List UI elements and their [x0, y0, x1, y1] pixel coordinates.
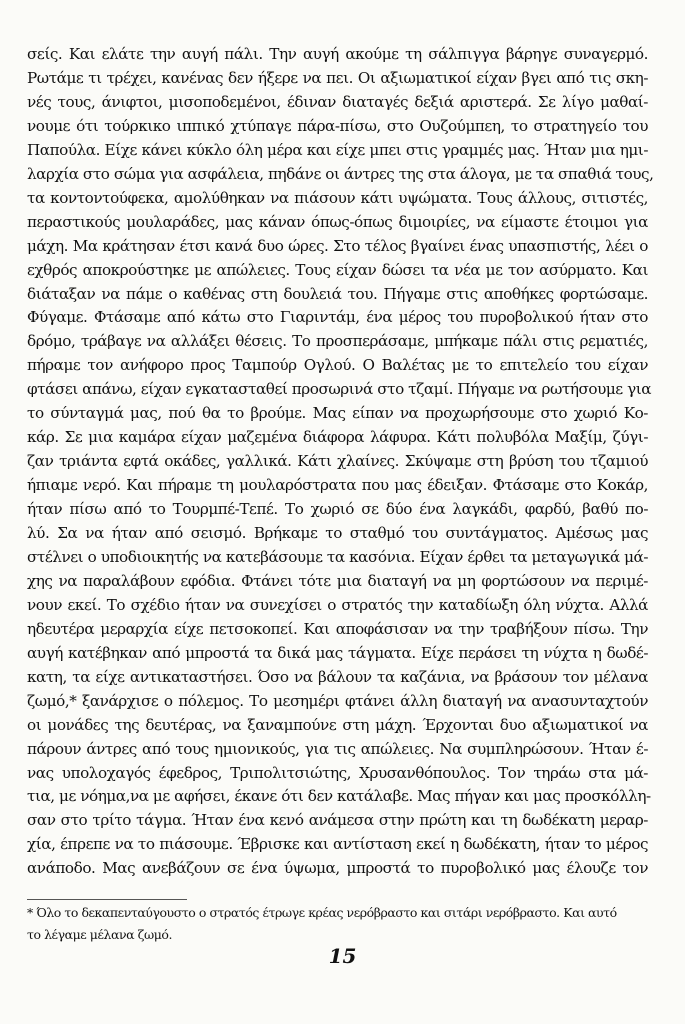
text-line: σαν στο τρίτο τάγμα. Ήταν ένα κενό ανάμεσα στην πρώτη και τη δωδέκατη μεραρ-	[27, 811, 648, 830]
text-line: αυγή κατέβηκαν από μπροστά τα δικά μας τάγματα. Είχε περάσει τη νύχτα η δωδέ-	[27, 643, 648, 662]
text-line: διάταξαν να πάμε ο καθένας στη δουλειά του. Πήγαμε στις αποθήκες φορτώσαμε.	[27, 284, 648, 303]
text-line: κάρ. Σε μια καμάρα είχαν μαζεμένα διάφορα λάφυρα. Κάτι πολυβόλα Μαξίμ, ζύγι-	[27, 428, 648, 447]
text-line: χία, έπρεπε να το πιάσουμε. Έβρισκε και αντίσταση εκεί η δωδέκατη, ήταν το μέρος	[27, 835, 648, 854]
text-line: το σύνταγμά μας, πού θα το βρούμε. Μας είπαν να προχωρήσουμε στο χωριό Κο-	[27, 404, 648, 423]
text-line: λαρχία στο σώμα για ασφάλεια, πηδάνε οι άντρες της στα άλογα, με τα σπαθιά τους,	[27, 164, 654, 183]
text-line: πήραμε τον ανήφορο προς Ταμπούρ Ογλού. Ο Βαλέτας με το επιτελείο του είχαν	[27, 356, 648, 375]
text-line: μάχη. Μα κράτησαν έτσι κανά δυο ώρες. Στο τέλος βγαίνει ένας υπασπιστής, λέει ο	[27, 236, 648, 255]
text-line: ζωμό,* ξανάρχισε ο πόλεμος. Το μεσημέρι φτάνει άλλη διαταγή να ανασυνταχτούν	[27, 691, 648, 710]
main-text	[27, 42, 654, 892]
footnote-line: το λέγαμε μέλανα ζωμό.	[27, 927, 172, 942]
text-line: χης να παραλάβουν εφόδια. Φτάνει τότε μια διαταγή να μη φορτώσουν να περιμέ-	[27, 571, 648, 590]
text-line: ζαν τριάντα εφτά οκάδες, γαλλικά. Κάτι χλαίνες. Σκύψαμε στη βρύση του τζαμιού	[27, 452, 648, 471]
text-line: τια, με νόημα,να με αφήσει, έκανε ότι δεν κατάλαβε. Μας πήγαν και μας προσκόλλη-	[27, 787, 651, 806]
text-line: οι μονάδες της δευτέρας, να ξαναμπούνε στη μάχη. Έρχονται δυο αξιωματικοί να	[27, 715, 648, 734]
page-number: 15	[328, 944, 357, 968]
text-line: φτάσει απάνω, είχαν εγκατασταθεί προσωρινά στο τζαμί. Πήγαμε να ρωτήσουμε για	[27, 380, 652, 399]
text-line: Ρωτάμε τι τρέχει, κανένας δεν ήξερε να πει. Οι αξιωματικοί είχαν βγει από τις σκη-	[27, 68, 648, 87]
text-line: στέλνει ο υποδιοικητής να κατεβάσουμε τα κασόνια. Είχαν έρθει τα μεταγωγικά μά-	[27, 547, 648, 566]
text-line: ηδευτέρα μεραρχία είχε πετσοκοπεί. Και αποφάσισαν να την τραβήξουν πίσω. Την	[27, 619, 648, 638]
text-line: ήπιαμε νερό. Και πήραμε τη μουλαρόστρατα που μας έδειξαν. Φτάσαμε στο Κοκάρ,	[27, 476, 648, 495]
text-line: σείς. Και ελάτε την αυγή πάλι. Την αυγή ακούμε τη σάλπιγγα βάρηγε συναγερμό.	[27, 45, 648, 63]
footnote-line: * Όλο το δεκαπενταύγουστο ο στρατός έτρωγε κρέας νερόβραστο και σιτάρι νερόβραστο. Και αυτό	[27, 905, 617, 920]
text-line: λύ. Σα να ήταν από σεισμό. Βρήκαμε το σταθμό του συντάγματος. Αμέσως μας	[27, 524, 648, 542]
text-line: νας υπολοχαγός έφεδρος, Τριπολιτσιώτης, Χρυσανθόπουλος. Τον τηράω στα μά-	[27, 763, 648, 782]
footnote-divider	[27, 899, 187, 900]
text-line: εχθρός αποκρούστηκε με απώλειες. Τους είχαν δώσει τα νέα με τον ασύρματο. Και	[27, 260, 648, 279]
text-line: τα κοντοντούφεκα, αμολύθηκαν να πιάσουν κάτι υψώματα. Τους άλλους, σιτιστές,	[27, 188, 648, 207]
text-line: Παπούλα. Είχε κάνει κύκλο όλη μέρα και είχε μπει στις γραμμές μας. Ήταν μια ημι-	[27, 140, 648, 159]
text-line: δρόμο, τράβαγε να αλλάξει θέσεις. Το προσπεράσαμε, μπήκαμε πάλι στις ρεματιές,	[27, 332, 648, 351]
text-line: νουμε ότι τούρκικο ιππικό χτύπαγε πάρα-πίσω, στο Ουζούμπεη, το στρατηγείο του	[27, 116, 648, 135]
text-line: νουν εκεί. Το σχέδιο ήταν να συνεχίσει ο στρατός την καταδίωξη όλη νύχτα. Αλλά	[27, 595, 648, 614]
text-line: ανάποδο. Μας ανεβάζουν σε ένα ύψωμα, μπροστά το πυροβολικό μας έλουζε τον	[27, 859, 648, 878]
text-line: πάρουν άντρες από τους ημιονικούς, για τις απώλειες. Να συμπληρώσουν. Ήταν έ-	[27, 739, 648, 758]
text-line: Φύγαμε. Φτάσαμε από κάτω στο Γιαριντάμ, ένα μέρος του πυροβολικού ήταν στο	[27, 308, 648, 327]
text-line: περαστικούς μουλαράδες, μας κάναν όπως-όπως διμοιρίες, να είμαστε έτοιμοι για	[27, 212, 648, 231]
text-line: κατη, τα είχε αντικαταστήσει. Όσο να βάλουν τα καζάνια, να βράσουν τον μέλανα	[27, 667, 648, 686]
text-line: ήταν πίσω από το Τουρμπέ-Τεπέ. Το χωριό σε δύο ένα λαγκάδι, φαρδύ, βαθύ πο-	[27, 500, 648, 519]
text-line: νές τους, άνιφτοι, μισοποδεμένοι, έδιναν διαταγές δεξιά αριστερά. Σε λίγο μαθαί-	[27, 92, 648, 111]
